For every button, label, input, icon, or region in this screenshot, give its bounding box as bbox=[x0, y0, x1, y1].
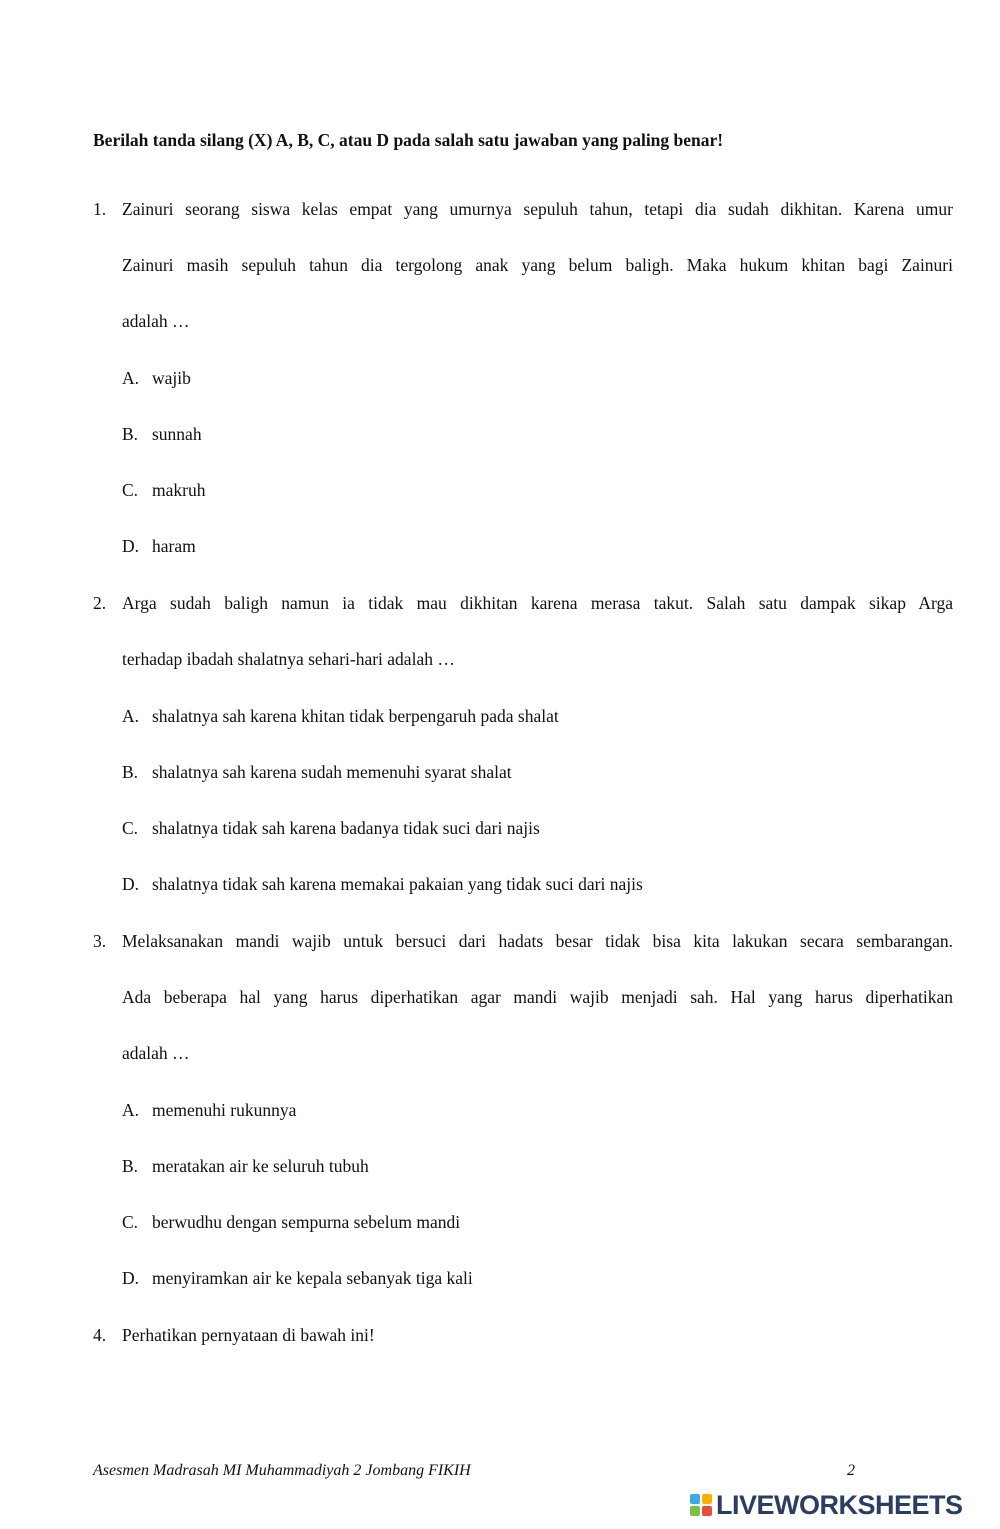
option-text: makruh bbox=[152, 480, 206, 500]
option-letter: A. bbox=[122, 1100, 140, 1120]
option-letter: C. bbox=[122, 1212, 139, 1232]
question-number: 1. bbox=[93, 199, 107, 219]
option-letter: B. bbox=[122, 1156, 139, 1176]
option-text: shalatnya tidak sah karena badanya tidak suci dari najis bbox=[152, 818, 540, 838]
option-text: shalatnya sah karena khitan tidak berpengaruh pada shalat bbox=[152, 706, 559, 726]
option-text: memenuhi rukunnya bbox=[152, 1100, 297, 1120]
question-number: 2. bbox=[93, 593, 107, 613]
question-text-line: adalah … bbox=[122, 1043, 190, 1063]
logo-square bbox=[702, 1494, 712, 1504]
option-text: wajib bbox=[152, 368, 191, 388]
option-letter: B. bbox=[122, 762, 139, 782]
question-text-line: adalah … bbox=[122, 311, 190, 331]
liveworksheets-logo-icon bbox=[690, 1494, 712, 1516]
option-letter: C. bbox=[122, 818, 139, 838]
option-text: shalatnya sah karena sudah memenuhi syarat shalat bbox=[152, 762, 512, 782]
question-text-line: Arga sudah baligh namun ia tidak mau dikhitan karena merasa takut. Salah satu dampak sikap Arga bbox=[122, 593, 953, 613]
option-text: shalatnya tidak sah karena memakai pakaian yang tidak suci dari najis bbox=[152, 874, 643, 894]
logo-square bbox=[702, 1506, 712, 1516]
option-text: menyiramkan air ke kepala sebanyak tiga kali bbox=[152, 1268, 473, 1288]
logo-square bbox=[690, 1494, 700, 1504]
question-number: 3. bbox=[93, 931, 107, 951]
question-text-line: Perhatikan pernyataan di bawah ini! bbox=[122, 1325, 375, 1345]
question-number: 4. bbox=[93, 1325, 107, 1345]
option-letter: B. bbox=[122, 424, 139, 444]
option-letter: D. bbox=[122, 536, 140, 556]
liveworksheets-logo[interactable] bbox=[690, 1487, 963, 1523]
logo-square bbox=[690, 1506, 700, 1516]
question-text-line: Zainuri masih sepuluh tahun dia tergolong anak yang belum baligh. Maka hukum khitan bagi Zainuri bbox=[122, 255, 953, 275]
option-letter: A. bbox=[122, 368, 140, 388]
footer-title: Asesmen Madrasah MI Muhammadiyah 2 Jombang FIKIH bbox=[93, 1462, 471, 1479]
option-letter: D. bbox=[122, 874, 140, 894]
page-number: 2 bbox=[847, 1462, 855, 1479]
option-text: berwudhu dengan sempurna sebelum mandi bbox=[152, 1212, 461, 1232]
logo-text: LIVEWORKSHEETS bbox=[716, 1489, 963, 1520]
question-text-line: Melaksanakan mandi wajib untuk bersuci dari hadats besar tidak bisa kita lakukan secara sembarangan. bbox=[122, 931, 953, 951]
question-text-line: Ada beberapa hal yang harus diperhatikan agar mandi wajib menjadi sah. Hal yang harus diperhatikan bbox=[122, 987, 953, 1007]
question-text-line: terhadap ibadah shalatnya sehari-hari adalah … bbox=[122, 649, 455, 669]
option-letter: D. bbox=[122, 1268, 140, 1288]
option-letter: C. bbox=[122, 480, 139, 500]
option-text: sunnah bbox=[152, 424, 202, 444]
option-text: haram bbox=[152, 536, 196, 556]
instruction-heading: Berilah tanda silang (X) A, B, C, atau D pada salah satu jawaban yang paling benar! bbox=[93, 130, 724, 150]
option-letter: A. bbox=[122, 706, 140, 726]
question-text-line: Zainuri seorang siswa kelas empat yang umurnya sepuluh tahun, tetapi dia sudah dikhitan. Karena umur bbox=[122, 199, 953, 219]
option-text: meratakan air ke seluruh tubuh bbox=[152, 1156, 369, 1176]
